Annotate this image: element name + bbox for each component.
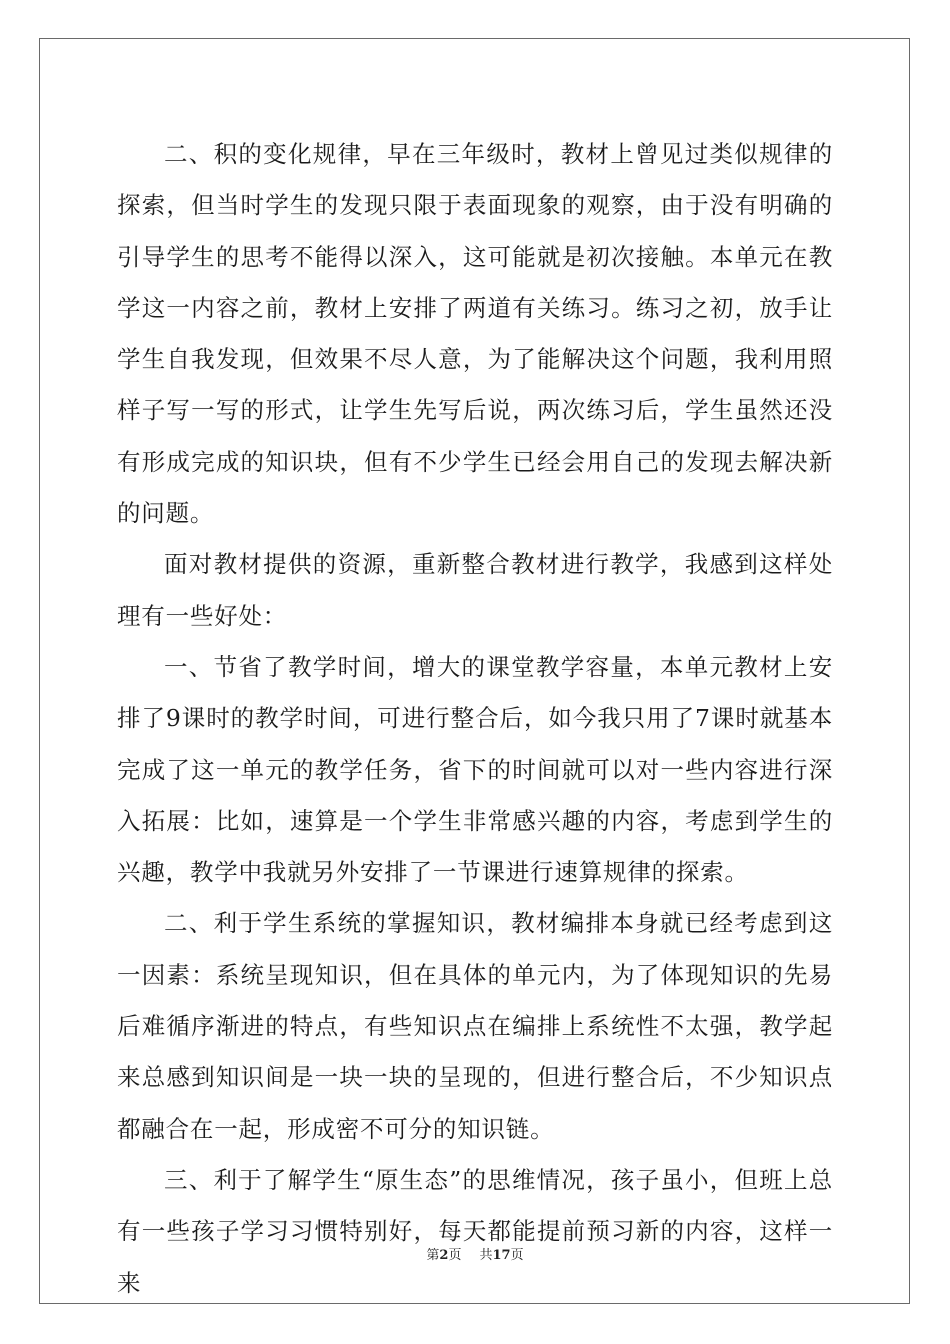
total-suffix: 页	[510, 1248, 524, 1263]
document-body	[117, 129, 833, 1309]
total-prefix: 共	[479, 1248, 493, 1263]
page-suffix: 页	[448, 1248, 462, 1263]
current-page-number: 2	[439, 1248, 449, 1263]
page-footer	[0, 1247, 950, 1265]
total-pages-number: 17	[492, 1248, 511, 1263]
paragraph-benefits-intro: 面对教材提供的资源，重新整合教材进行教学，我感到这样处理有一些好处：	[117, 550, 833, 630]
page-prefix: 第	[426, 1248, 440, 1263]
paragraph-product-change-rule: 二、积的变化规律，早在三年级时，教材上曾见过类似规律的探索，但当时学生的发现只限于表面现象的观察，由于没有明确的引导学生的思考不能得以深入，这可能就是初次接触。本单元在教学这一内容之前，教材上安排了两道有关练习。练习之初，放手让学生自我发现，但效果不尽人意，为了能解决这个问题，我利用照样子写一写的形式，让学生先写后说，两次练习后，学生虽然还没有形成完成的知识块，但有不少学生已经会用自己的发现去解决新的问题。	[117, 140, 833, 528]
paragraph-benefit-two: 二、利于学生系统的掌握知识，教材编排本身就已经考虑到这一因素：系统呈现知识，但在具体的单元内，为了体现知识的先易后难循序渐进的特点，有些知识点在编排上系统性不太强，教学起来总感到知识间是一块一块的呈现的，但进行整合后，不少知识点都融合在一起，形成密不可分的知识链。	[117, 909, 833, 1143]
paragraph-benefit-one: 一、节省了教学时间，增大的课堂教学容量，本单元教材上安排了9课时的教学时间，可进行整合后，如今我只用了7课时就基本完成了这一单元的教学任务，省下的时间就可以对一些内容进行深入拓展：比如，速算是一个学生非常感兴趣的内容，考虑到学生的兴趣，教学中我就另外安排了一节课进行速算规律的探索。	[117, 652, 833, 887]
paragraph-benefit-three: 三、利于了解学生“原生态”的思维情况，孩子虽小，但班上总有一些孩子学习习惯特别好，每天都能提前预习新的内容，这样一来	[117, 1165, 833, 1297]
